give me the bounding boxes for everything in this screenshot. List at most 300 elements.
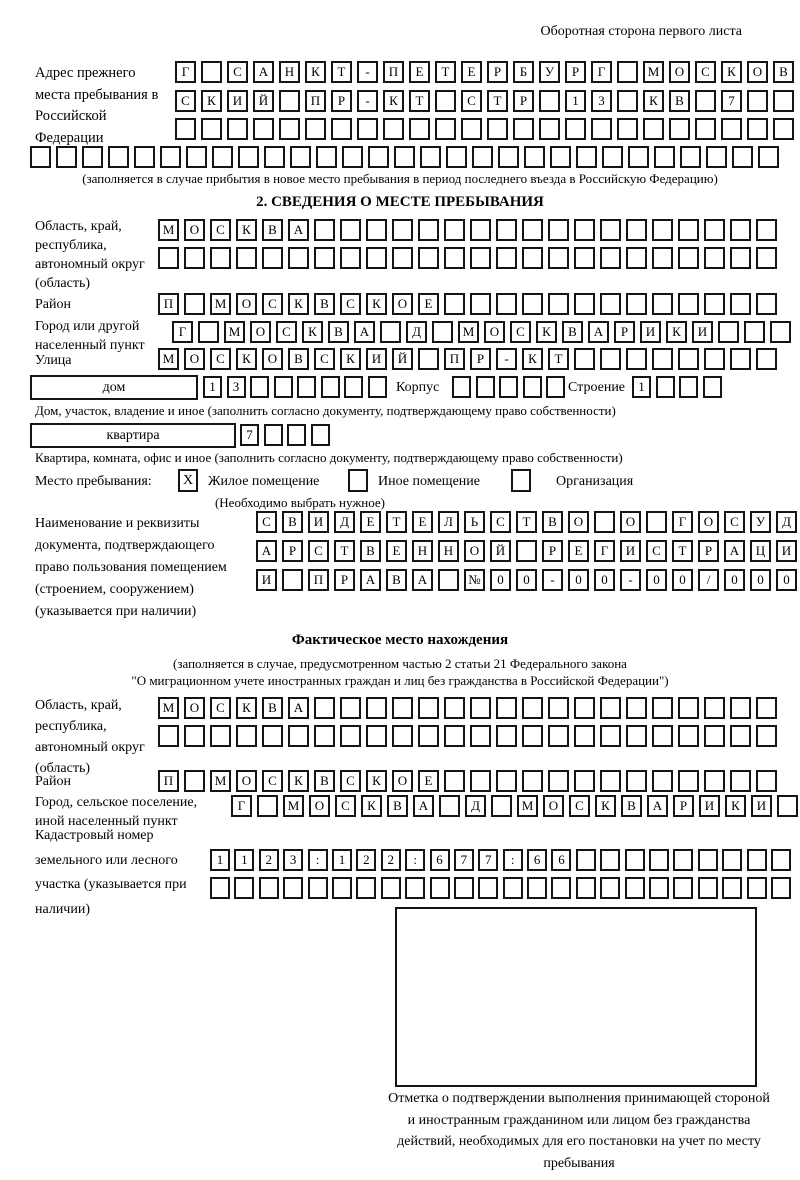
grid-cell[interactable]: О <box>184 348 205 370</box>
grid-cell[interactable]: А <box>724 540 745 562</box>
grid-cell[interactable] <box>522 770 543 792</box>
grid-cell[interactable] <box>274 376 293 398</box>
grid-cell[interactable]: - <box>542 569 563 591</box>
grid-cell[interactable] <box>565 118 586 140</box>
grid-cell[interactable] <box>496 697 517 719</box>
grid-cell[interactable]: В <box>773 61 794 83</box>
grid-cell[interactable]: Т <box>331 61 352 83</box>
grid-cell[interactable]: М <box>158 697 179 719</box>
grid-cell[interactable] <box>654 146 675 168</box>
grid-cell[interactable] <box>201 61 222 83</box>
grid-cell[interactable] <box>470 697 491 719</box>
grid-cell[interactable]: 2 <box>259 849 279 871</box>
grid-cell[interactable] <box>747 90 768 112</box>
grid-cell[interactable]: О <box>262 348 283 370</box>
grid-cell[interactable]: К <box>366 293 387 315</box>
grid-cell[interactable]: К <box>383 90 404 112</box>
grid-cell[interactable] <box>210 877 230 899</box>
grid-cell[interactable] <box>279 118 300 140</box>
grid-cell[interactable] <box>438 569 459 591</box>
grid-cell[interactable]: 1 <box>632 376 651 398</box>
grid-cell[interactable] <box>496 725 517 747</box>
grid-cell[interactable] <box>756 219 777 241</box>
grid-cell[interactable] <box>539 118 560 140</box>
grid-cell[interactable] <box>698 877 718 899</box>
grid-cell[interactable]: В <box>360 540 381 562</box>
grid-cell[interactable] <box>652 697 673 719</box>
grid-cell[interactable] <box>340 725 361 747</box>
grid-cell[interactable] <box>626 247 647 269</box>
grid-cell[interactable] <box>236 247 257 269</box>
grid-cell[interactable] <box>678 697 699 719</box>
grid-cell[interactable] <box>210 725 231 747</box>
grid-cell[interactable] <box>446 146 467 168</box>
grid-cell[interactable] <box>548 219 569 241</box>
grid-cell[interactable] <box>576 877 596 899</box>
grid-cell[interactable] <box>418 219 439 241</box>
grid-cell[interactable] <box>771 849 791 871</box>
grid-cell[interactable] <box>198 321 219 343</box>
grid-cell[interactable]: 1 <box>234 849 254 871</box>
grid-cell[interactable] <box>264 146 285 168</box>
grid-cell[interactable]: С <box>276 321 297 343</box>
grid-cell[interactable] <box>516 540 537 562</box>
grid-cell[interactable]: Е <box>461 61 482 83</box>
grid-cell[interactable] <box>747 877 767 899</box>
grid-cell[interactable]: : <box>503 849 523 871</box>
grid-cell[interactable] <box>201 118 222 140</box>
grid-cell[interactable] <box>444 293 465 315</box>
grid-cell[interactable] <box>56 146 77 168</box>
grid-cell[interactable] <box>652 293 673 315</box>
grid-cell[interactable]: Р <box>282 540 303 562</box>
grid-cell[interactable]: А <box>413 795 434 817</box>
grid-cell[interactable]: К <box>666 321 687 343</box>
grid-cell[interactable] <box>626 725 647 747</box>
grid-cell[interactable] <box>522 293 543 315</box>
grid-cell[interactable] <box>392 219 413 241</box>
grid-cell[interactable]: К <box>595 795 616 817</box>
grid-cell[interactable] <box>288 247 309 269</box>
grid-cell[interactable]: Р <box>470 348 491 370</box>
grid-cell[interactable] <box>297 376 316 398</box>
grid-cell[interactable]: М <box>283 795 304 817</box>
grid-cell[interactable] <box>418 348 439 370</box>
grid-cell[interactable]: 1 <box>332 849 352 871</box>
grid-cell[interactable]: 6 <box>527 849 547 871</box>
grid-cell[interactable]: С <box>695 61 716 83</box>
grid-cell[interactable]: 0 <box>672 569 693 591</box>
grid-cell[interactable]: А <box>256 540 277 562</box>
grid-cell[interactable]: С <box>340 293 361 315</box>
grid-cell[interactable] <box>747 118 768 140</box>
grid-cell[interactable] <box>626 348 647 370</box>
grid-cell[interactable] <box>617 61 638 83</box>
grid-cell[interactable]: 1 <box>210 849 230 871</box>
grid-cell[interactable] <box>394 146 415 168</box>
grid-cell[interactable]: Н <box>438 540 459 562</box>
grid-cell[interactable] <box>744 321 765 343</box>
grid-cell[interactable]: - <box>357 90 378 112</box>
grid-cell[interactable]: Е <box>412 511 433 533</box>
grid-cell[interactable] <box>522 247 543 269</box>
grid-cell[interactable] <box>626 697 647 719</box>
grid-cell[interactable] <box>669 118 690 140</box>
grid-cell[interactable]: С <box>646 540 667 562</box>
grid-cell[interactable] <box>548 770 569 792</box>
grid-cell[interactable]: К <box>236 348 257 370</box>
grid-cell[interactable]: Г <box>231 795 252 817</box>
grid-cell[interactable]: С <box>227 61 248 83</box>
grid-cell[interactable] <box>730 725 751 747</box>
grid-cell[interactable]: 1 <box>565 90 586 112</box>
grid-cell[interactable] <box>730 219 751 241</box>
grid-cell[interactable] <box>617 90 638 112</box>
grid-cell[interactable] <box>405 877 425 899</box>
checkbox-residential[interactable]: X <box>178 469 198 492</box>
grid-cell[interactable] <box>236 725 257 747</box>
grid-cell[interactable]: Й <box>392 348 413 370</box>
grid-cell[interactable]: Т <box>334 540 355 562</box>
grid-cell[interactable]: 3 <box>283 849 303 871</box>
grid-cell[interactable]: 6 <box>551 849 571 871</box>
grid-cell[interactable]: С <box>314 348 335 370</box>
grid-cell[interactable]: О <box>309 795 330 817</box>
grid-cell[interactable]: - <box>496 348 517 370</box>
grid-cell[interactable] <box>646 511 667 533</box>
grid-cell[interactable] <box>626 219 647 241</box>
grid-cell[interactable] <box>649 877 669 899</box>
grid-cell[interactable] <box>756 725 777 747</box>
grid-cell[interactable] <box>524 146 545 168</box>
grid-cell[interactable]: М <box>517 795 538 817</box>
grid-cell[interactable]: Й <box>253 90 274 112</box>
grid-cell[interactable]: В <box>262 697 283 719</box>
grid-cell[interactable]: В <box>621 795 642 817</box>
grid-cell[interactable] <box>340 697 361 719</box>
grid-cell[interactable]: И <box>776 540 797 562</box>
grid-cell[interactable]: Д <box>334 511 355 533</box>
grid-cell[interactable] <box>773 118 794 140</box>
grid-cell[interactable]: В <box>328 321 349 343</box>
grid-cell[interactable] <box>444 219 465 241</box>
grid-cell[interactable] <box>108 146 129 168</box>
grid-cell[interactable] <box>576 849 596 871</box>
grid-cell[interactable]: О <box>669 61 690 83</box>
grid-cell[interactable]: Д <box>465 795 486 817</box>
grid-cell[interactable] <box>756 348 777 370</box>
grid-cell[interactable]: Н <box>412 540 433 562</box>
grid-cell[interactable]: О <box>620 511 641 533</box>
grid-cell[interactable]: А <box>288 697 309 719</box>
grid-cell[interactable]: С <box>490 511 511 533</box>
grid-cell[interactable]: О <box>392 293 413 315</box>
grid-cell[interactable] <box>600 348 621 370</box>
grid-cell[interactable] <box>472 146 493 168</box>
grid-cell[interactable] <box>316 146 337 168</box>
grid-cell[interactable]: Р <box>542 540 563 562</box>
grid-cell[interactable]: К <box>536 321 557 343</box>
grid-cell[interactable] <box>262 725 283 747</box>
grid-cell[interactable] <box>331 118 352 140</box>
grid-cell[interactable] <box>756 770 777 792</box>
grid-cell[interactable] <box>496 770 517 792</box>
grid-cell[interactable] <box>476 376 495 398</box>
grid-cell[interactable]: 7 <box>454 849 474 871</box>
grid-cell[interactable]: А <box>588 321 609 343</box>
grid-cell[interactable]: Ь <box>464 511 485 533</box>
grid-cell[interactable]: И <box>640 321 661 343</box>
grid-cell[interactable]: М <box>458 321 479 343</box>
grid-cell[interactable]: С <box>256 511 277 533</box>
grid-cell[interactable] <box>314 219 335 241</box>
grid-cell[interactable] <box>283 877 303 899</box>
grid-cell[interactable] <box>758 146 779 168</box>
grid-cell[interactable]: С <box>335 795 356 817</box>
grid-cell[interactable]: Т <box>487 90 508 112</box>
grid-cell[interactable] <box>704 697 725 719</box>
grid-cell[interactable] <box>444 770 465 792</box>
grid-cell[interactable] <box>513 118 534 140</box>
grid-cell[interactable]: А <box>288 219 309 241</box>
grid-cell[interactable]: И <box>256 569 277 591</box>
grid-cell[interactable] <box>262 247 283 269</box>
grid-cell[interactable] <box>522 725 543 747</box>
grid-cell[interactable] <box>368 146 389 168</box>
grid-cell[interactable]: П <box>158 293 179 315</box>
grid-cell[interactable] <box>678 770 699 792</box>
grid-cell[interactable]: П <box>383 61 404 83</box>
grid-cell[interactable]: С <box>262 770 283 792</box>
grid-cell[interactable] <box>523 376 542 398</box>
grid-cell[interactable]: Р <box>614 321 635 343</box>
grid-cell[interactable]: К <box>643 90 664 112</box>
grid-cell[interactable] <box>418 697 439 719</box>
grid-cell[interactable] <box>747 849 767 871</box>
grid-cell[interactable] <box>186 146 207 168</box>
grid-cell[interactable] <box>30 146 51 168</box>
grid-cell[interactable] <box>491 795 512 817</box>
grid-cell[interactable] <box>771 877 791 899</box>
grid-cell[interactable] <box>357 118 378 140</box>
grid-cell[interactable] <box>548 697 569 719</box>
grid-cell[interactable]: В <box>562 321 583 343</box>
grid-cell[interactable] <box>470 247 491 269</box>
grid-cell[interactable] <box>730 770 751 792</box>
checkbox-other-premises[interactable] <box>348 469 368 492</box>
grid-cell[interactable]: Е <box>568 540 589 562</box>
grid-cell[interactable]: С <box>262 293 283 315</box>
grid-cell[interactable] <box>430 877 450 899</box>
grid-cell[interactable] <box>444 697 465 719</box>
grid-cell[interactable] <box>539 90 560 112</box>
grid-cell[interactable] <box>418 247 439 269</box>
grid-cell[interactable]: Г <box>175 61 196 83</box>
grid-cell[interactable]: К <box>340 348 361 370</box>
grid-cell[interactable]: О <box>543 795 564 817</box>
grid-cell[interactable] <box>625 877 645 899</box>
grid-cell[interactable] <box>380 321 401 343</box>
grid-cell[interactable]: К <box>288 770 309 792</box>
grid-cell[interactable] <box>550 146 571 168</box>
grid-cell[interactable] <box>282 569 303 591</box>
grid-cell[interactable]: О <box>236 293 257 315</box>
grid-cell[interactable] <box>626 293 647 315</box>
grid-cell[interactable] <box>184 770 205 792</box>
grid-cell[interactable] <box>498 146 519 168</box>
grid-cell[interactable] <box>522 219 543 241</box>
grid-cell[interactable]: М <box>158 219 179 241</box>
grid-cell[interactable]: Г <box>591 61 612 83</box>
grid-cell[interactable] <box>704 247 725 269</box>
grid-cell[interactable]: 7 <box>721 90 742 112</box>
grid-cell[interactable]: 0 <box>776 569 797 591</box>
grid-cell[interactable]: 2 <box>381 849 401 871</box>
grid-cell[interactable] <box>574 247 595 269</box>
grid-cell[interactable] <box>652 770 673 792</box>
grid-cell[interactable] <box>704 348 725 370</box>
grid-cell[interactable]: П <box>158 770 179 792</box>
grid-cell[interactable] <box>381 877 401 899</box>
grid-cell[interactable] <box>368 376 387 398</box>
grid-cell[interactable] <box>134 146 155 168</box>
grid-cell[interactable] <box>600 247 621 269</box>
grid-cell[interactable]: М <box>224 321 245 343</box>
grid-cell[interactable] <box>548 247 569 269</box>
grid-cell[interactable] <box>259 877 279 899</box>
grid-cell[interactable]: А <box>647 795 668 817</box>
grid-cell[interactable] <box>574 697 595 719</box>
grid-cell[interactable] <box>234 877 254 899</box>
grid-cell[interactable] <box>591 118 612 140</box>
grid-cell[interactable]: Н <box>279 61 300 83</box>
grid-cell[interactable] <box>444 247 465 269</box>
grid-cell[interactable] <box>314 725 335 747</box>
grid-cell[interactable]: Е <box>418 770 439 792</box>
grid-cell[interactable] <box>704 725 725 747</box>
grid-cell[interactable] <box>704 293 725 315</box>
grid-cell[interactable]: 6 <box>430 849 450 871</box>
grid-cell[interactable]: С <box>210 348 231 370</box>
grid-cell[interactable] <box>175 118 196 140</box>
grid-cell[interactable]: К <box>288 293 309 315</box>
grid-cell[interactable] <box>722 849 742 871</box>
grid-cell[interactable] <box>652 247 673 269</box>
grid-cell[interactable]: Т <box>409 90 430 112</box>
grid-cell[interactable] <box>478 877 498 899</box>
grid-cell[interactable]: Р <box>698 540 719 562</box>
grid-cell[interactable]: К <box>236 219 257 241</box>
grid-cell[interactable] <box>418 725 439 747</box>
grid-cell[interactable] <box>703 376 722 398</box>
grid-cell[interactable] <box>732 146 753 168</box>
grid-cell[interactable]: 3 <box>591 90 612 112</box>
grid-cell[interactable] <box>718 321 739 343</box>
grid-cell[interactable]: А <box>354 321 375 343</box>
grid-cell[interactable]: С <box>175 90 196 112</box>
grid-cell[interactable] <box>366 725 387 747</box>
grid-cell[interactable]: И <box>227 90 248 112</box>
grid-cell[interactable] <box>227 118 248 140</box>
grid-cell[interactable] <box>600 849 620 871</box>
grid-cell[interactable] <box>342 146 363 168</box>
grid-cell[interactable]: О <box>184 219 205 241</box>
grid-cell[interactable] <box>160 146 181 168</box>
grid-cell[interactable] <box>617 118 638 140</box>
grid-cell[interactable]: 0 <box>516 569 537 591</box>
grid-cell[interactable]: А <box>360 569 381 591</box>
grid-cell[interactable]: И <box>620 540 641 562</box>
grid-cell[interactable] <box>576 146 597 168</box>
grid-cell[interactable]: М <box>210 293 231 315</box>
grid-cell[interactable] <box>308 877 328 899</box>
grid-cell[interactable] <box>574 219 595 241</box>
grid-cell[interactable]: П <box>444 348 465 370</box>
grid-cell[interactable] <box>356 877 376 899</box>
grid-cell[interactable] <box>340 247 361 269</box>
grid-cell[interactable] <box>600 725 621 747</box>
grid-cell[interactable] <box>499 376 518 398</box>
grid-cell[interactable] <box>279 90 300 112</box>
grid-cell[interactable] <box>340 219 361 241</box>
grid-cell[interactable]: С <box>510 321 531 343</box>
grid-cell[interactable] <box>311 424 330 446</box>
grid-cell[interactable]: С <box>308 540 329 562</box>
grid-cell[interactable] <box>602 146 623 168</box>
grid-cell[interactable]: И <box>692 321 713 343</box>
grid-cell[interactable]: Г <box>172 321 193 343</box>
grid-cell[interactable] <box>253 118 274 140</box>
grid-cell[interactable] <box>600 877 620 899</box>
grid-cell[interactable] <box>546 376 565 398</box>
grid-cell[interactable] <box>649 849 669 871</box>
grid-cell[interactable]: № <box>464 569 485 591</box>
grid-cell[interactable] <box>548 725 569 747</box>
grid-cell[interactable] <box>678 219 699 241</box>
grid-cell[interactable]: 1 <box>203 376 222 398</box>
grid-cell[interactable] <box>600 293 621 315</box>
grid-cell[interactable]: Т <box>548 348 569 370</box>
grid-cell[interactable] <box>730 697 751 719</box>
grid-cell[interactable]: Т <box>386 511 407 533</box>
grid-cell[interactable]: Р <box>673 795 694 817</box>
grid-cell[interactable] <box>721 118 742 140</box>
grid-cell[interactable] <box>574 725 595 747</box>
grid-cell[interactable]: В <box>542 511 563 533</box>
grid-cell[interactable]: 0 <box>568 569 589 591</box>
grid-cell[interactable] <box>652 219 673 241</box>
grid-cell[interactable]: Е <box>360 511 381 533</box>
grid-cell[interactable] <box>628 146 649 168</box>
grid-cell[interactable]: В <box>314 770 335 792</box>
grid-cell[interactable] <box>548 293 569 315</box>
grid-cell[interactable]: 0 <box>594 569 615 591</box>
grid-cell[interactable]: 0 <box>646 569 667 591</box>
grid-cell[interactable]: 0 <box>490 569 511 591</box>
grid-cell[interactable] <box>551 877 571 899</box>
grid-cell[interactable] <box>503 877 523 899</box>
grid-cell[interactable] <box>435 90 456 112</box>
grid-cell[interactable] <box>470 293 491 315</box>
grid-cell[interactable] <box>366 219 387 241</box>
grid-cell[interactable] <box>600 770 621 792</box>
grid-cell[interactable] <box>574 770 595 792</box>
grid-cell[interactable] <box>730 247 751 269</box>
grid-cell[interactable] <box>257 795 278 817</box>
grid-cell[interactable]: Т <box>516 511 537 533</box>
grid-cell[interactable] <box>487 118 508 140</box>
grid-cell[interactable]: Т <box>435 61 456 83</box>
